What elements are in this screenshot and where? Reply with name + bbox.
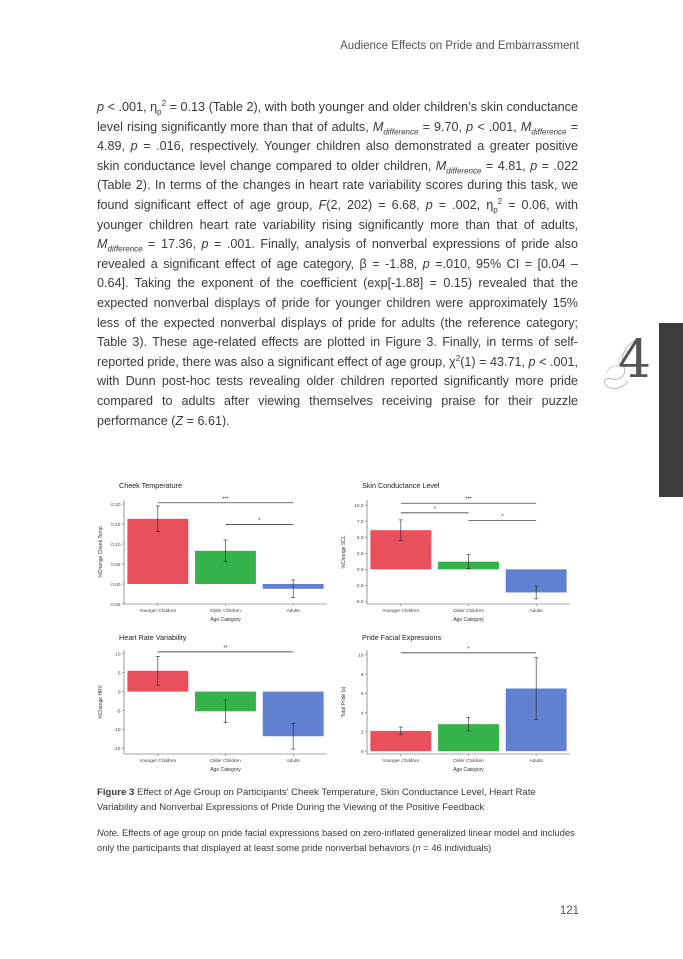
y-tick-label: 10 <box>358 653 364 659</box>
y-tick-label: 0.0 <box>356 568 364 574</box>
x-tick-label: Older Children <box>453 759 484 764</box>
y-tick-label: -5 <box>116 709 121 715</box>
y-tick-label: 0.15 <box>111 522 121 528</box>
chart-panel-1 <box>98 481 327 623</box>
x-tick-label: Adults <box>529 759 543 764</box>
y-axis-label: Total Pride (s) <box>341 686 347 718</box>
x-tick-label: Younger Children <box>382 759 420 764</box>
chart-title: Pride Facial Expressions <box>362 633 442 642</box>
chart-panel-2 <box>341 481 570 623</box>
y-tick-label: 2 <box>360 730 364 736</box>
significance-label: ** <box>223 645 228 652</box>
y-tick-label: 8 <box>360 672 364 678</box>
y-tick-label: 0.00 <box>111 582 121 588</box>
significance-label: *** <box>465 496 472 503</box>
body-text <box>97 98 578 431</box>
y-tick-label: 4 <box>360 711 364 717</box>
chart-title: Skin Conductance Level <box>362 481 440 490</box>
x-tick-label: Adults <box>529 609 543 614</box>
x-tick-label: Older Children <box>210 609 241 614</box>
y-tick-label: 0.05 <box>111 562 121 568</box>
chart-title: Cheek Temperature <box>119 481 182 490</box>
y-tick-label: 6 <box>360 692 364 698</box>
chapter-number: 4 <box>618 330 652 390</box>
y-tick-label: 0 <box>117 690 121 696</box>
x-tick-label: Younger Children <box>382 609 420 614</box>
y-axis-label: %Change Cheek Temp <box>98 526 104 578</box>
x-tick-label: Younger Children <box>139 759 177 764</box>
chart-panel-3 <box>98 633 327 773</box>
running-header: Audience Effects on Pride and Embarrassment <box>340 40 579 52</box>
x-tick-label: Younger Children <box>139 609 177 614</box>
y-tick-label: -10 <box>113 728 121 734</box>
significance-label: *** <box>222 496 229 503</box>
y-tick-label: -5.0 <box>355 600 364 606</box>
y-tick-label: 0.10 <box>111 542 121 548</box>
body-paragraph: p < .001, $\eta_p^2 = 0.13$ (Table 2), with both younger and older children’s skin conductance level rising significantly more than that of adults, $M_{difference} = 9.70$, p < .001, $M_{difference} = 4.89$, p = .016, respectively. Younger children also demonstrated a greater positive skin conductance level change compared to older children, $M_{difference} = 4.81$, p = .022 (Table 2). In terms of the changes in heart rate variability scores during this task, we found significant effect of age group, F(2, 202) = 6.68, p = .002, $\eta_p^2 = 0.06$, with younger children heart rate variability rising significantly more than that of adults, $M_{difference} = 17.36$, p = .001. Finally, analysis of nonverbal expressions of pride also revealed a significant effect of age category, β = -1.88, p =.010, 95% CI = [0.04 – 0.64]. Taking the exponent of the coefficient (exp[-1.88] = 0.15) revealed that the expected nonverbal displays of pride for younger children were approximately 15% less of the expected nonverbal displays of pride for adults (the reference category; Table 3). These age-related effects are plotted in Figure 3. Finally, in terms of self-reported pride, there was also a significant effect of age group, $\chi^2(1) = 43.71$, p < .001, with Dunn post-hoc tests revealing older children reported significantly more pride compared to adults after viewing themselves receiving praise for their puzzle performance (Z = 6.61). <box>97 98 579 428</box>
figure-3 <box>97 478 578 786</box>
figure-caption <box>97 786 578 815</box>
y-tick-label: -0.05 <box>109 602 121 608</box>
chart-title: Heart Rate Variability <box>119 633 187 642</box>
y-tick-label: 0.20 <box>111 502 121 508</box>
y-axis-label: %Change HRV <box>98 685 104 719</box>
y-tick-label: -2.5 <box>355 584 364 590</box>
y-axis-label: %Change SCL <box>341 535 347 569</box>
figure-label: Figure 3 <box>97 787 135 798</box>
x-tick-label: Adults <box>286 609 300 614</box>
y-tick-label: -15 <box>113 747 121 753</box>
x-axis-label: Age Category <box>210 617 241 623</box>
x-axis-label: Age Category <box>210 767 241 773</box>
y-tick-label: 5 <box>117 671 121 677</box>
figure-caption-text: Effect of Age Group on Participants’ Cheek Temperature, Skin Conductance Level, Heart Rate Variability and Nonverbal Expressions of Pride During the Viewing of the Positive Feedback <box>97 787 536 813</box>
figure-charts <box>97 478 578 786</box>
y-tick-label: 7.5 <box>356 519 364 525</box>
y-tick-label: 0 <box>360 749 364 755</box>
y-tick-label: 2.5 <box>356 552 364 558</box>
significance-label: * <box>258 517 261 524</box>
x-axis-label: Age Category <box>453 617 484 623</box>
significance-label: * <box>433 506 436 513</box>
x-tick-label: Older Children <box>453 609 484 614</box>
figure-note: Note. Effects of age group on pride facial expressions based on zero-inflated generalized linear model and includes only the participants that displayed at least some pride nonverbal behaviors (n = 46 individuals) <box>97 827 575 853</box>
significance-label: * <box>501 514 504 521</box>
y-tick-label: 10.0 <box>354 503 364 509</box>
chapter-tab <box>659 323 683 497</box>
x-tick-label: Adults <box>286 759 300 764</box>
x-axis-label: Age Category <box>453 767 484 773</box>
x-tick-label: Older Children <box>210 759 241 764</box>
chart-panel-4 <box>341 633 570 773</box>
page-number: 121 <box>559 905 579 917</box>
y-tick-label: 5.0 <box>356 536 364 542</box>
y-tick-label: 10 <box>115 652 121 658</box>
note-label: Note. <box>97 827 120 838</box>
significance-label: * <box>467 646 470 653</box>
